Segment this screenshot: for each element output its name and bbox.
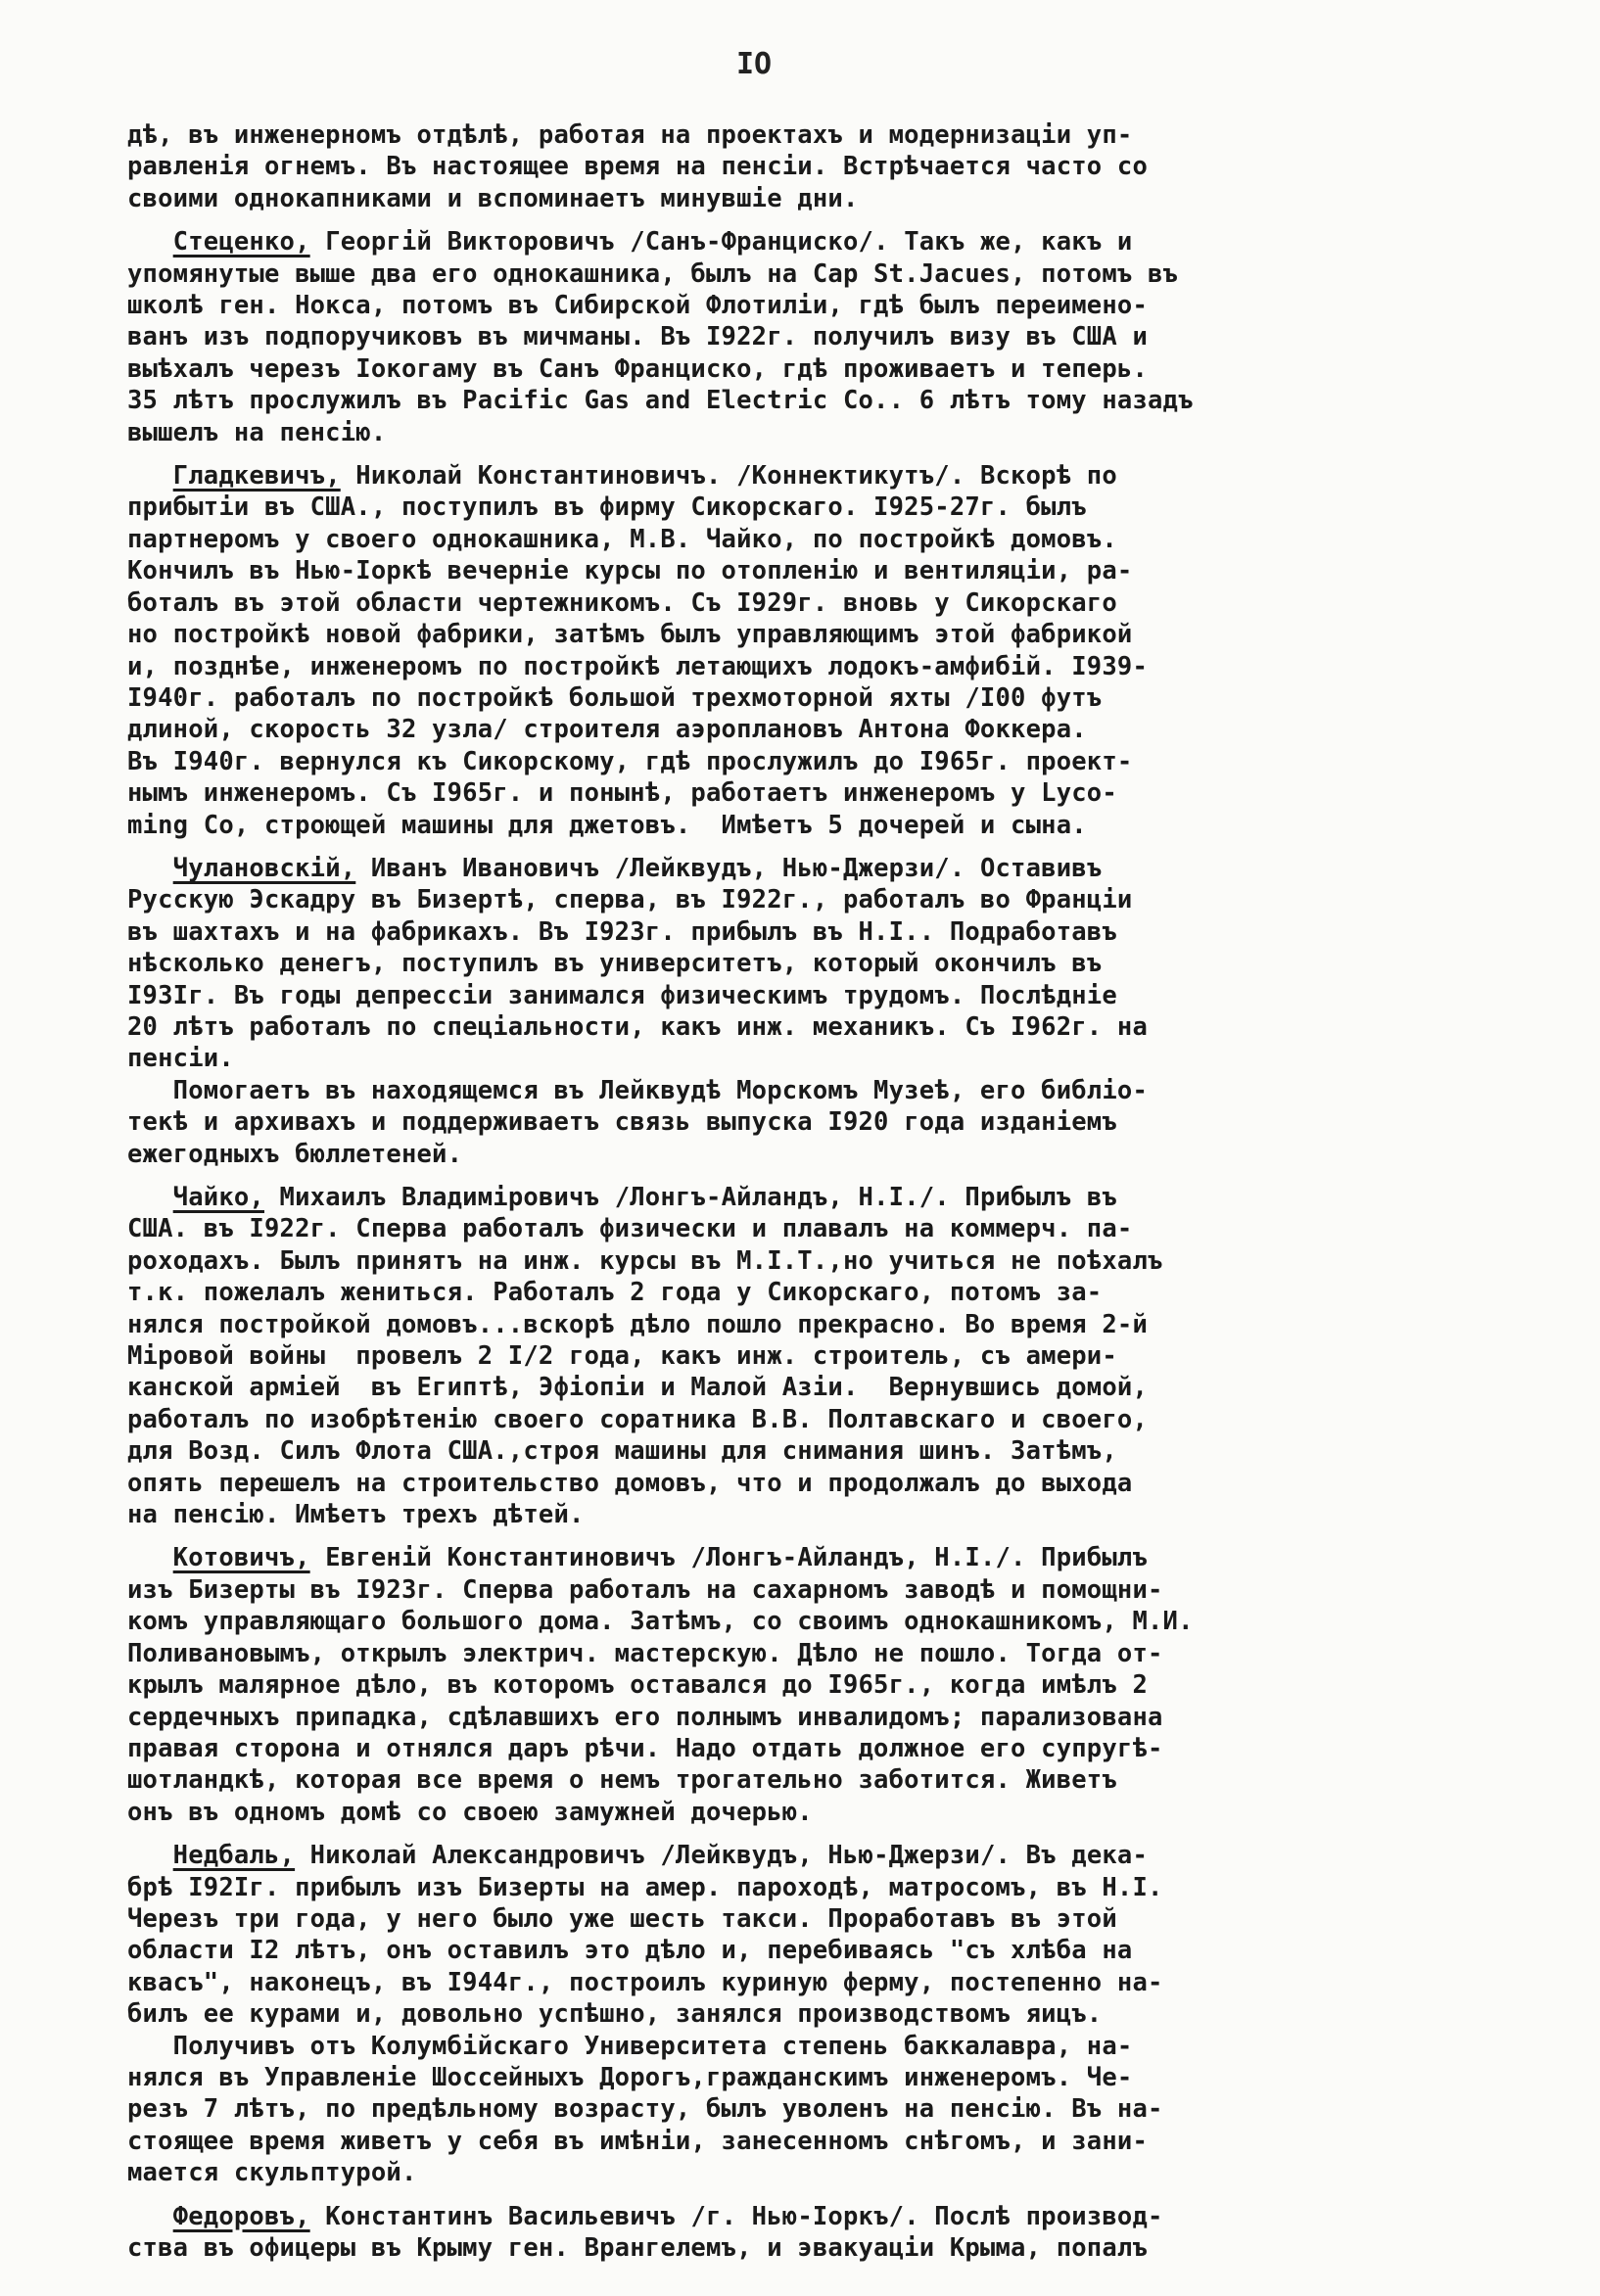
text-line: Въ I940г. вернулся къ Сикорскому, гдѣ прослужилъ до I965г. проект- bbox=[127, 746, 1133, 776]
entry-first-line bbox=[127, 1542, 1498, 1573]
text-line: но постройкѣ новой фабрики, затѣмъ былъ управляющимъ этой фабрикой bbox=[127, 620, 1133, 650]
text-line: комъ управляющаго большого дома. Затѣмъ, со своимъ однокашникомъ, М.И. bbox=[127, 1607, 1194, 1637]
text-line: выѣхалъ черезъ Iокогаму въ Санъ Франциско, гдѣ проживаетъ и теперь. bbox=[127, 353, 1149, 384]
person-surname: Федоровъ, bbox=[172, 2201, 310, 2231]
biography-entry bbox=[127, 1182, 1498, 1530]
entry-header-text: Николай Александровичъ /Лейквудъ, Нью-Джерзи/. Въ дека- bbox=[295, 1841, 1149, 1871]
text-line: изъ Бизерты въ I923г. Сперва работалъ на сахарномъ заводѣ и помощни- bbox=[127, 1574, 1163, 1605]
entry-first-line bbox=[127, 460, 1498, 492]
person-surname: Стеценко, bbox=[172, 227, 310, 258]
text-line: вышелъ на пенсiю. bbox=[127, 417, 387, 447]
person-surname: Гладкевичъ, bbox=[172, 461, 341, 492]
text-line: и, позднѣе, инженеромъ по постройкѣ летающихъ лодокъ-амфибiй. I939- bbox=[127, 651, 1149, 681]
text-line: ежегодныхъ бюллетеней. bbox=[127, 1139, 463, 1169]
biography-entry bbox=[127, 1542, 1498, 1828]
text-line: квасъ", наконецъ, въ I944г., построилъ куриную ферму, постепенно на- bbox=[127, 1967, 1163, 1997]
text-line: пенсiи. bbox=[127, 1044, 234, 1074]
text-line: 35 лѣтъ прослужилъ въ Pacific Gas and Electric Co.. 6 лѣтъ тому назадъ bbox=[127, 386, 1194, 416]
biography-entry bbox=[127, 1840, 1498, 2188]
text-line: I940г. работалъ по постройкѣ большой трехмоторной яхты /I00 футъ bbox=[127, 682, 1103, 713]
text-line: сердечныхъ припадка, сдѣлавшихъ его полнымъ инвалидомъ; парализована bbox=[127, 1702, 1163, 1732]
person-surname: Чулановскiй, bbox=[172, 853, 356, 883]
text-line: Черезъ три года, у него было уже шесть такси. Проработавъ въ этой bbox=[127, 1903, 1117, 1934]
entry-first-line bbox=[127, 1182, 1498, 1213]
text-line: школѣ ген. Нокса, потомъ въ Сибирской Флотилiи, гдѣ былъ переимено- bbox=[127, 291, 1149, 321]
biography-entry bbox=[127, 853, 1498, 1170]
text-line: партнеромъ у своего однокашника, М.В. Чайко, по постройкѣ домовъ. bbox=[127, 524, 1117, 554]
text-line: нѣсколько денегъ, поступилъ въ университетъ, который окончилъ въ bbox=[127, 949, 1103, 979]
page-number: IO bbox=[735, 47, 773, 81]
text-line: нялся въ Управленiе Шоссейныхъ Дорогъ,гражданскимъ инженеромъ. Че- bbox=[127, 2062, 1133, 2092]
text-line: прибытiи въ США., поступилъ въ фирму Сикорскаго. I925-27г. былъ bbox=[127, 492, 1087, 523]
biography-entry bbox=[127, 226, 1498, 448]
entry-header-text: Иванъ Ивановичъ /Лейквудъ, Нью-Джерзи/. Оставивъ bbox=[355, 853, 1103, 883]
text-line: т.к. пожелалъ жениться. Работалъ 2 года у Сикорскаго, потомъ за- bbox=[127, 1278, 1103, 1308]
person-surname: Котовичъ, bbox=[172, 1543, 310, 1573]
text-line: боталъ въ этой области чертежникомъ. Съ I929г. вновь у Сикорскаго bbox=[127, 587, 1117, 618]
text-line: текѣ и архивахъ и поддерживаетъ связь выпуска I920 года изданiемъ bbox=[127, 1107, 1117, 1138]
entry-header-text: Михаилъ Владимiровичъ /Лонгъ-Айландъ, Н.I./. Прибылъ въ bbox=[264, 1183, 1117, 1212]
text-line: I93Iг. Въ годы депрессiи занимался физическимъ трудомъ. Послѣднiе bbox=[127, 980, 1117, 1010]
text-line: роходахъ. Былъ принятъ на инж. курсы въ M.I.T.,но учиться не поѣхалъ bbox=[127, 1245, 1163, 1276]
text-line: нымъ инженеромъ. Съ I965г. и понынѣ, работаетъ инженеромъ у Lyco- bbox=[127, 778, 1117, 809]
entry-header-text: Евгенiй Константиновичъ /Лонгъ-Айландъ, Н.I./. Прибылъ bbox=[309, 1543, 1149, 1573]
text-line: опять перешелъ на строительство домовъ, что и продолжалъ до выхода bbox=[127, 1468, 1133, 1498]
person-surname: Недбаль, bbox=[172, 1841, 296, 1871]
text-line: Мiровой войны провелъ 2 I/2 года, какъ инж. строитель, съ амери- bbox=[127, 1341, 1117, 1372]
entry-header-text: Константинъ Васильевичъ /г. Нью-Iоркъ/. Послѣ производ- bbox=[309, 2201, 1163, 2231]
text-line: ванъ изъ подпоручиковъ въ мичманы. Въ I922г. получилъ визу въ США и bbox=[127, 322, 1149, 352]
text-line: крылъ малярное дѣло, въ которомъ оставался до I965г., когда имѣлъ 2 bbox=[127, 1670, 1149, 1701]
text-line: Кончилъ въ Нью-Iоркѣ вечернiе курсы по отопленiю и вентиляцiи, ра- bbox=[127, 556, 1133, 586]
text-line: онъ въ одномъ домѣ со своею замужней дочерью. bbox=[127, 1797, 813, 1827]
text-line: равленiя огнемъ. Въ настоящее время на пенсiи. Встрѣчается часто со bbox=[127, 152, 1149, 182]
text-line: длиной, скорость 32 узла/ строителя аэроплановъ Антона Фоккера. bbox=[127, 715, 1087, 745]
text-line: нялся постройкой домовъ...вскорѣ дѣло пошло прекрасно. Во время 2-й bbox=[127, 1309, 1149, 1339]
text-line: мается скульптурой. bbox=[127, 2158, 417, 2188]
text-line: ства въ офицеры въ Крыму ген. Врангелемъ, и эвакуацiи Крыма, попалъ bbox=[127, 2233, 1149, 2263]
text-line: шотландкѣ, которая все время о немъ трогательно заботится. Живетъ bbox=[127, 1765, 1117, 1796]
text-line: на пенсiю. Имѣетъ трехъ дѣтей. bbox=[127, 1500, 585, 1530]
text-line: канской армiей въ Египтѣ, Эфiопiи и Малой Азiи. Вернувшись домой, bbox=[127, 1373, 1149, 1403]
biography-entry bbox=[127, 460, 1498, 841]
entry-first-line bbox=[127, 1840, 1498, 1871]
text-line: въ шахтахъ и на фабрикахъ. Въ I923г. прибылъ въ Н.I.. Подработавъ bbox=[127, 916, 1117, 947]
text-line: Русскую Эскадру въ Бизертѣ, сперва, въ I922г., работалъ во Францiи bbox=[127, 885, 1133, 915]
text-line: для Возд. Силъ Флота США.,строя машины для снимания шинъ. Затѣмъ, bbox=[127, 1436, 1117, 1467]
entry-header-text: Николай Константиновичъ. /Коннектикутъ/. Вскорѣ по bbox=[340, 461, 1117, 492]
entry-first-line bbox=[127, 853, 1498, 884]
text-line: правая сторона и отнялся даръ рѣчи. Надо отдать должное его супругѣ- bbox=[127, 1733, 1163, 1763]
text-line: своими однокапниками и вспоминаетъ минувшiе дни. bbox=[127, 183, 859, 213]
entry-header-text: Георгiй Викторовичъ /Санъ-Франциско/. Такъ же, какъ и bbox=[309, 227, 1133, 258]
text-line: области I2 лѣтъ, онъ оставилъ это дѣло и, перебиваясь "съ хлѣба на bbox=[127, 1936, 1133, 1966]
text-line: ming Co, строющей машины для джетовъ. Имѣетъ 5 дочерей и сына. bbox=[127, 810, 1087, 840]
text-line: 20 лѣтъ работалъ по спецiальности, какъ инж. механикъ. Съ I962г. на bbox=[127, 1011, 1149, 1042]
text-line: резъ 7 лѣтъ, по предѣльному возрасту, былъ уволенъ на пенсiю. Въ на- bbox=[127, 2094, 1163, 2125]
entry-first-line bbox=[127, 2201, 1498, 2232]
text-line: дѣ, въ инженерномъ отдѣлѣ, работая на проектахъ и модернизацiи уп- bbox=[127, 120, 1133, 150]
text-line: Помогаетъ въ находящемся въ Лейквудѣ Морскомъ Музеѣ, его библiо- bbox=[127, 1075, 1149, 1105]
intro-paragraph bbox=[127, 119, 1498, 214]
biography-entry bbox=[127, 2201, 1498, 2265]
text-line: работалъ по изобрѣтенiю своего соратника В.В. Полтавскаго и своего, bbox=[127, 1404, 1149, 1434]
text-line: Получивъ отъ Колумбiйскаго Университета степень баккалавра, на- bbox=[127, 2031, 1133, 2061]
text-line: билъ ее курами и, довольно успѣшно, занялся производствомъ яицъ. bbox=[127, 1999, 1103, 2030]
person-surname: Чайко, bbox=[172, 1183, 264, 1212]
entry-first-line bbox=[127, 226, 1498, 258]
text-line: Поливановымъ, открылъ электрич. мастерскую. Дѣло не пошло. Тогда от- bbox=[127, 1638, 1163, 1668]
text-line: США. въ I922г. Сперва работалъ физически и плавалъ на коммерч. па- bbox=[127, 1214, 1133, 1244]
text-line: стоящее время живетъ у себя въ имѣнiи, занесенномъ снѣгомъ, и зани- bbox=[127, 2126, 1149, 2156]
document-body bbox=[127, 119, 1498, 2264]
text-line: упомянутые выше два его однокашника, былъ на Cap St.Jacues, потомъ въ bbox=[127, 258, 1179, 289]
text-line: брѣ I92Iг. прибылъ изъ Бизерты на амер. пароходѣ, матросомъ, въ Н.I. bbox=[127, 1872, 1163, 1902]
